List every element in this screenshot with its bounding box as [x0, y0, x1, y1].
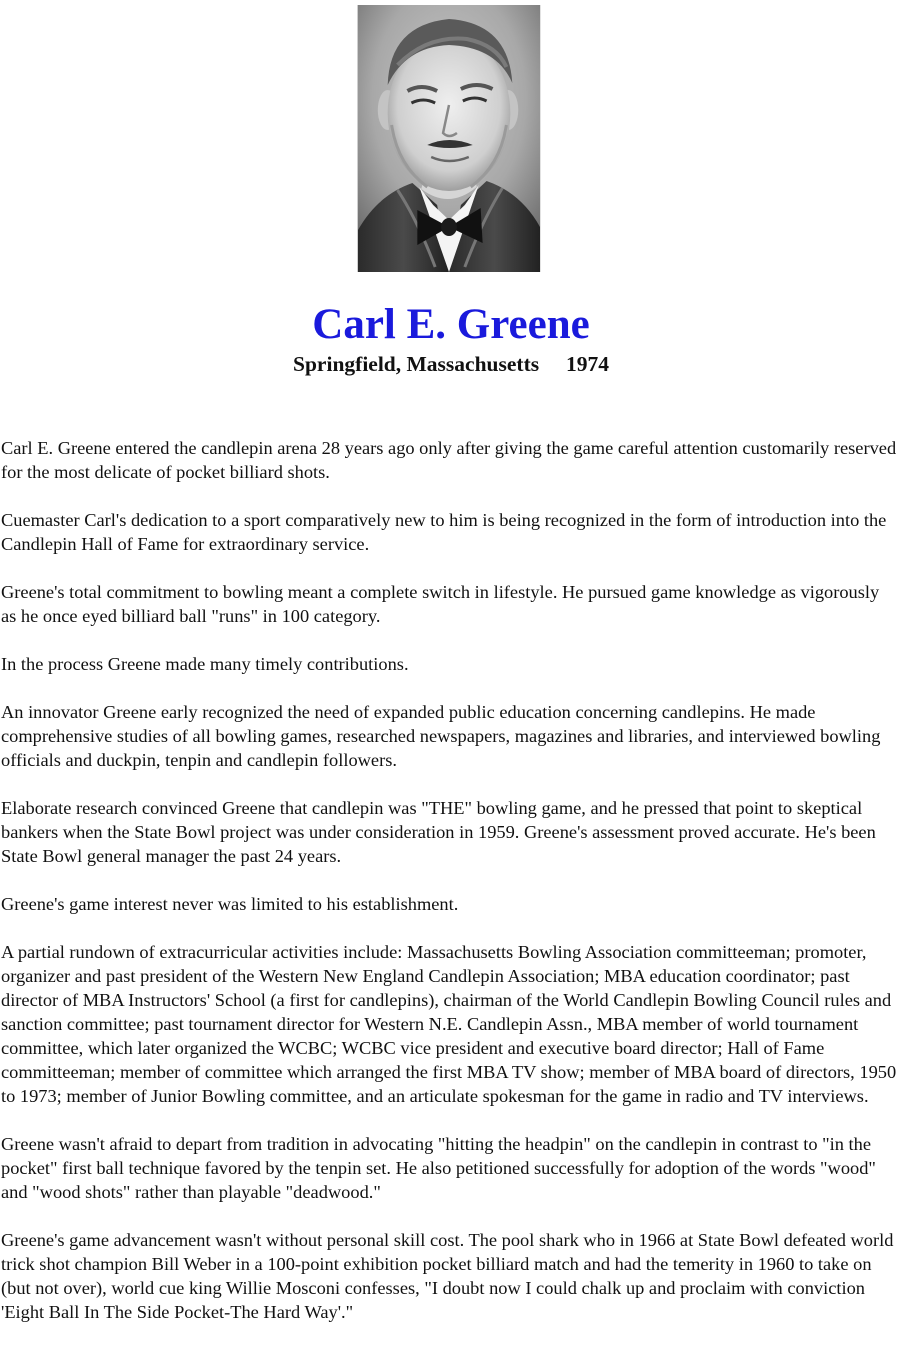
article-paragraph: Greene's game interest never was limited to his establishment.: [1, 894, 459, 914]
article-paragraph: In the process Greene made many timely contributions.: [1, 654, 409, 674]
person-portrait-icon: [358, 5, 540, 272]
portrait-photo: [357, 5, 541, 272]
location-year-subtitle: Springfield, Massachusetts 1974: [293, 352, 609, 376]
article-paragraph: Carl E. Greene entered the candlepin arena 28 years ago only after giving the game careful attention customarily reserved for the most delicate of pocket billiard shots.: [1, 438, 897, 482]
article-body: [1, 436, 899, 1348]
article-paragraph: Elaborate research convinced Greene that candlepin was "THE" bowling game, and he pressed that point to skeptical bankers when the State Bowl project was under consideration in 1959. Greene's assessment proved accurate. He's been State Bowl general manager the past 24 years.: [1, 798, 876, 866]
article-paragraph: An innovator Greene early recognized the need of expanded public education concerning candlepins. He made comprehensive studies of all bowling games, researched newspapers, magazines and libraries, and interviewed bowling officials and duckpin, tenpin and candlepin followers.: [1, 702, 881, 770]
article-paragraph: Cuemaster Carl's dedication to a sport comparatively new to him is being recognized in the form of introduction into the Candlepin Hall of Fame for extraordinary service.: [1, 510, 887, 554]
article-paragraph: A partial rundown of extracurricular activities include: Massachusetts Bowling Association committeeman; promoter, organizer and past president of the Western New England Candlepin Association; MBA education coordinator; past director of MBA Instructors' School (a first for candlepins), chairman of the World Candlepin Bowling Council rules and sanction committee; past tournament director for Western N.E. Candlepin Assn., MBA member of world tournament committee, which later organized the WCBC; WCBC vice president and executive board director; Hall of Fame committeeman; member of committee which arranged the first MBA TV show; member of MBA board of directors, 1950 to 1973; member of Junior Bowling committee, and an articulate spokesman for the game in radio and TV interviews.: [1, 942, 897, 1106]
article-paragraph: Greene's total commitment to bowling meant a complete switch in lifestyle. He pursued game knowledge as vigorously as he once eyed billiard ball "runs" in 100 category.: [1, 582, 880, 626]
page-title: Carl E. Greene: [312, 301, 590, 348]
article-paragraph: Greene wasn't afraid to depart from tradition in advocating "hitting the headpin" on the candlepin in contrast to "in the pocket" first ball technique favored by the tenpin set. He also petitioned successfully for adoption of the words "wood" and "wood shots" rather than playable "deadwood.": [1, 1134, 876, 1202]
article-paragraph: Greene's game advancement wasn't without personal skill cost. The pool shark who in 1966 at State Bowl defeated world trick shot champion Bill Weber in a 100-point exhibition pocket billiard match and had the temerity in 1960 to take on (but not over), world cue king Willie Mosconi confesses, "I doubt now I could chalk up and proclaim with conviction 'Eight Ball In The Side Pocket-The Hard Way'.": [1, 1230, 894, 1322]
